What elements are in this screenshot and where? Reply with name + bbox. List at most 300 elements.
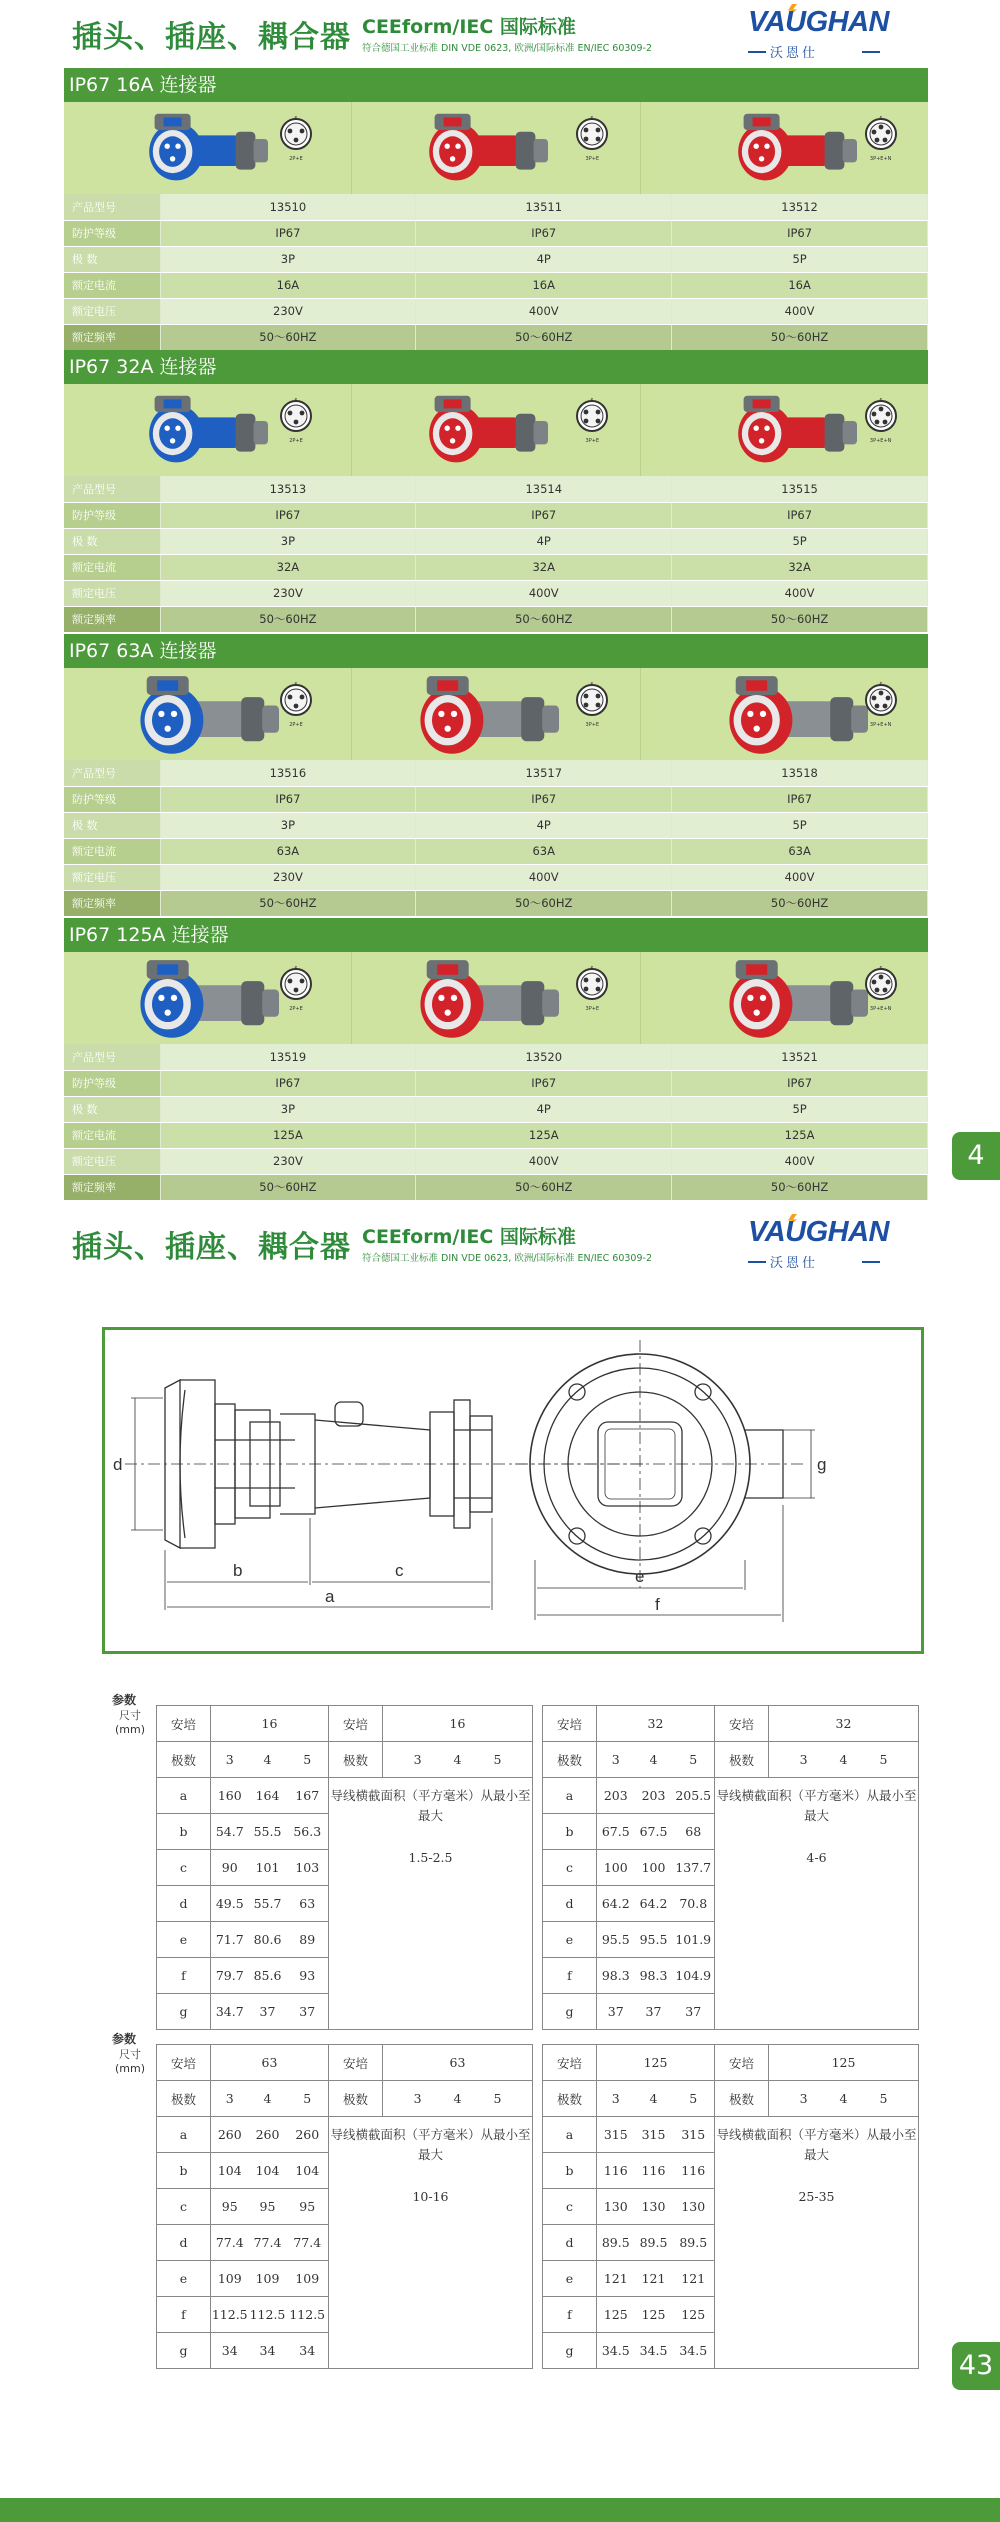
pin-label: 3P+E <box>585 438 600 444</box>
dim-name: a <box>157 1778 211 1814</box>
spec-value: 16A <box>416 272 672 298</box>
spec-label: 额定电流 <box>64 554 160 580</box>
spec-label: 额定电压 <box>64 1148 160 1174</box>
pole-value: 3 <box>211 1742 249 1778</box>
spec-label: 额定频率 <box>64 1174 160 1200</box>
spec-row <box>64 246 928 272</box>
dim-value: 137.7 <box>673 1850 715 1886</box>
dim-name: f <box>543 1958 597 1994</box>
dim-value: 121 <box>673 2261 715 2297</box>
pin-label: 3P+E+N <box>869 156 892 162</box>
poles-label: 极数 <box>157 2081 211 2117</box>
spec-value: 400V <box>416 298 672 324</box>
dim-name: g <box>543 2333 597 2369</box>
product-image-cell <box>64 102 352 194</box>
spec-value: 50〜60HZ <box>672 606 928 632</box>
spec-row <box>64 786 928 812</box>
vaughan-logo <box>744 1216 904 1274</box>
dim-value: 116 <box>597 2153 635 2189</box>
dim-value: 125 <box>673 2297 715 2333</box>
svg-text:6: 6 <box>294 398 298 404</box>
spec-value: 400V <box>672 1148 928 1174</box>
spec-value: 13521 <box>672 1044 928 1070</box>
svg-text:6: 6 <box>879 966 883 972</box>
dim-name: e <box>157 1922 211 1958</box>
svg-text:6: 6 <box>879 116 883 122</box>
dim-value: 104 <box>287 2153 329 2189</box>
spec-value: 5P <box>672 812 928 838</box>
pin-label: 2P+E <box>289 438 303 444</box>
bottom-bar <box>0 2498 1000 2522</box>
dim-name: f <box>543 2297 597 2333</box>
pole-value: 5 <box>287 2081 329 2117</box>
spec-label: 额定频率 <box>64 890 160 916</box>
poles-label: 极数 <box>329 1742 383 1778</box>
pin-layout-icon <box>572 116 612 152</box>
spec-value: 400V <box>416 580 672 606</box>
dim-value: 260 <box>249 2117 287 2153</box>
dim-value: 34 <box>211 2333 249 2369</box>
spec-value: IP67 <box>160 220 416 246</box>
amp-value: 63 <box>383 2045 533 2081</box>
spec-value: 32A <box>672 554 928 580</box>
spec-value: 50〜60HZ <box>416 606 672 632</box>
param-row <box>157 1850 533 1886</box>
dim-value: 64.2 <box>597 1886 635 1922</box>
product-images <box>64 384 928 476</box>
dim-value: 101.9 <box>673 1922 715 1958</box>
pin-label: 2P+E <box>289 722 303 728</box>
dim-name: c <box>543 2189 597 2225</box>
param-row <box>543 1922 919 1958</box>
spec-value: 63A <box>160 838 416 864</box>
section-title: IP67 125A 连接器 <box>64 918 928 952</box>
spec-value: 13515 <box>672 476 928 502</box>
pin-label: 2P+E <box>289 1006 303 1012</box>
dim-value: 95.5 <box>597 1922 635 1958</box>
spec-value: IP67 <box>416 502 672 528</box>
spec-value: IP67 <box>416 220 672 246</box>
dim-value: 34.5 <box>673 2333 715 2369</box>
dim-value: 112.5 <box>249 2297 287 2333</box>
poles-label: 极数 <box>329 2081 383 2117</box>
spec-row <box>64 1174 928 1200</box>
spec-value: 3P <box>160 1096 416 1122</box>
param-row <box>157 2261 533 2297</box>
dim-value: 130 <box>597 2189 635 2225</box>
section-note: 导线横截面积（平方毫米）从最小至最大 <box>715 2117 919 2189</box>
param-table <box>156 1705 533 2030</box>
product-image-cell <box>64 668 352 760</box>
product-images <box>64 952 928 1044</box>
dim-value: 34.7 <box>211 1994 249 2030</box>
pin-layout-icon <box>572 682 612 718</box>
section-title: IP67 63A 连接器 <box>64 634 928 668</box>
spec-value: IP67 <box>416 1070 672 1096</box>
svg-text:6: 6 <box>294 966 298 972</box>
page-tab-4: 4 <box>952 1132 1000 1180</box>
spec-value: 5P <box>672 246 928 272</box>
spec-label: 额定电压 <box>64 298 160 324</box>
dim-label-c: c <box>395 1561 404 1580</box>
pin-layout-icon <box>572 398 612 434</box>
spec-value: 50〜60HZ <box>160 606 416 632</box>
dim-value: 203 <box>635 1778 673 1814</box>
spec-value: 16A <box>672 272 928 298</box>
pole-values: 3 4 5 <box>769 1742 919 1778</box>
section-note: 导线横截面积（平方毫米）从最小至最大 <box>329 1778 533 1850</box>
product-images <box>64 668 928 760</box>
dim-name: c <box>543 1850 597 1886</box>
dim-label-b: b <box>233 1561 243 1580</box>
section-note: 导线横截面积（平方毫米）从最小至最大 <box>329 2117 533 2189</box>
spec-label: 防护等级 <box>64 1070 160 1096</box>
param-row <box>543 2333 919 2369</box>
dim-value: 77.4 <box>249 2225 287 2261</box>
spec-value: 50〜60HZ <box>160 324 416 350</box>
pole-value: 3 <box>597 1742 635 1778</box>
spec-row <box>64 864 928 890</box>
dim-name: e <box>543 2261 597 2297</box>
spec-value: IP67 <box>416 786 672 812</box>
dim-value: 95 <box>211 2189 249 2225</box>
dim-value: 121 <box>597 2261 635 2297</box>
spec-table <box>64 194 928 351</box>
dim-value: 37 <box>597 1994 635 2030</box>
spec-row <box>64 554 928 580</box>
pin-layout-icon <box>861 398 901 434</box>
spec-value: 32A <box>160 554 416 580</box>
dim-label-g: g <box>817 1455 827 1474</box>
spec-row <box>64 1122 928 1148</box>
spec-value: IP67 <box>672 220 928 246</box>
spec-row <box>64 606 928 632</box>
dim-value: 101 <box>249 1850 287 1886</box>
spec-value: 230V <box>160 298 416 324</box>
param-row <box>157 2225 533 2261</box>
spec-value: 16A <box>160 272 416 298</box>
dim-value: 49.5 <box>211 1886 249 1922</box>
spec-label: 额定频率 <box>64 606 160 632</box>
params-title: 参数 <box>112 1693 137 1707</box>
section-range: 25-35 <box>715 2189 919 2225</box>
dim-value: 130 <box>635 2189 673 2225</box>
dim-value: 37 <box>673 1994 715 2030</box>
param-table <box>542 2044 919 2369</box>
spec-value: 63A <box>416 838 672 864</box>
dim-name: b <box>157 1814 211 1850</box>
pole-value: 4 <box>649 1752 658 1767</box>
pin-layout-icon <box>276 966 316 1002</box>
amp-value: 16 <box>211 1706 329 1742</box>
dim-label-d: d <box>113 1455 123 1474</box>
spec-value: IP67 <box>672 786 928 812</box>
dim-value: 67.5 <box>597 1814 635 1850</box>
spec-row <box>64 1148 928 1174</box>
spec-value: 3P <box>160 812 416 838</box>
dim-name: d <box>157 1886 211 1922</box>
spec-value: 13517 <box>416 760 672 786</box>
dim-value: 160 <box>211 1778 249 1814</box>
spec-value: 400V <box>672 580 928 606</box>
spec-value: 13512 <box>672 194 928 220</box>
spec-value: 125A <box>416 1122 672 1148</box>
section-range: 10-16 <box>329 2189 533 2225</box>
pole-values: 3 4 5 <box>383 2081 533 2117</box>
spec-value: 400V <box>416 1148 672 1174</box>
spec-label: 额定电流 <box>64 1122 160 1148</box>
svg-text:6: 6 <box>294 116 298 122</box>
product-image-cell <box>352 384 640 476</box>
dim-value: 104.9 <box>673 1958 715 1994</box>
spec-label: 额定频率 <box>64 324 160 350</box>
spec-value: 125A <box>160 1122 416 1148</box>
spec-value: 230V <box>160 580 416 606</box>
spec-table <box>64 760 928 917</box>
dim-value: 100 <box>597 1850 635 1886</box>
product-section <box>64 918 928 1201</box>
spec-row <box>64 890 928 916</box>
dim-value: 315 <box>597 2117 635 2153</box>
spec-value: 13519 <box>160 1044 416 1070</box>
spec-value: 63A <box>672 838 928 864</box>
param-row <box>543 2117 919 2153</box>
dim-value: 89.5 <box>635 2225 673 2261</box>
pole-value: 4 <box>263 1752 272 1767</box>
product-section <box>64 350 928 633</box>
pin-label: 3P+E <box>585 722 600 728</box>
spec-value: 13518 <box>672 760 928 786</box>
poles-label: 极数 <box>543 1742 597 1778</box>
dim-value: 54.7 <box>211 1814 249 1850</box>
param-row <box>543 1850 919 1886</box>
svg-text:6: 6 <box>879 398 883 404</box>
spec-label: 极 数 <box>64 812 160 838</box>
connector-photo <box>721 388 871 476</box>
connector-drawing-svg <box>105 1330 921 1651</box>
param-row <box>157 1958 533 1994</box>
dim-name: g <box>157 1994 211 2030</box>
dim-value: 68 <box>673 1814 715 1850</box>
section-title: IP67 16A 连接器 <box>64 68 928 102</box>
spec-value: 400V <box>416 864 672 890</box>
spec-value: 5P <box>672 528 928 554</box>
vaughan-logo <box>744 6 904 64</box>
poles-label: 极数 <box>543 2081 597 2117</box>
spec-label: 极 数 <box>64 1096 160 1122</box>
logo-text: VAUGHAN <box>748 6 889 38</box>
param-row <box>543 2297 919 2333</box>
spec-label: 额定电流 <box>64 838 160 864</box>
spec-label: 产品型号 <box>64 1044 160 1070</box>
dim-name: d <box>543 1886 597 1922</box>
spec-value: 230V <box>160 864 416 890</box>
header-title: 插头、插座、耦合器 <box>72 1230 351 1265</box>
dim-value: 34.5 <box>635 2333 673 2369</box>
pin-label: 3P+E+N <box>869 722 892 728</box>
dim-name: d <box>543 2225 597 2261</box>
spec-value: 400V <box>672 864 928 890</box>
spec-row <box>64 220 928 246</box>
amp-value: 16 <box>383 1706 533 1742</box>
section-range: 1.5-2.5 <box>329 1850 533 1886</box>
pin-layout-icon <box>276 116 316 152</box>
product-section <box>64 634 928 917</box>
dim-value: 95.5 <box>635 1922 673 1958</box>
spec-value: 32A <box>416 554 672 580</box>
spec-row <box>64 528 928 554</box>
dim-value: 67.5 <box>635 1814 673 1850</box>
product-images <box>64 102 928 194</box>
dim-value: 37 <box>249 1994 287 2030</box>
param-row <box>157 1886 533 1922</box>
spec-value: 13511 <box>416 194 672 220</box>
dim-value: 56.3 <box>287 1814 329 1850</box>
size-label: 尺寸(mm) <box>114 2048 145 2075</box>
spec-value: IP67 <box>160 786 416 812</box>
poles-label: 极数 <box>715 2081 769 2117</box>
spec-value: 4P <box>416 1096 672 1122</box>
spec-row <box>64 272 928 298</box>
dim-value: 112.5 <box>211 2297 249 2333</box>
param-row <box>543 1958 919 1994</box>
header-title: 插头、插座、耦合器 <box>72 20 351 55</box>
pin-label: 3P+E <box>585 1006 600 1012</box>
dim-name: e <box>543 1922 597 1958</box>
amp-label: 安培 <box>715 2045 769 2081</box>
dim-value: 85.6 <box>249 1958 287 1994</box>
dim-value: 109 <box>249 2261 287 2297</box>
spec-row <box>64 580 928 606</box>
spec-value: 50〜60HZ <box>416 1174 672 1200</box>
param-table <box>542 1705 919 2030</box>
amp-value: 32 <box>597 1706 715 1742</box>
pin-label: 3P+E+N <box>869 1006 892 1012</box>
dim-value: 121 <box>635 2261 673 2297</box>
amp-value: 125 <box>597 2045 715 2081</box>
dim-name: f <box>157 2297 211 2333</box>
spec-table <box>64 1044 928 1201</box>
poles-label: 极数 <box>157 1742 211 1778</box>
param-row <box>157 1922 533 1958</box>
amp-label: 安培 <box>157 2045 211 2081</box>
param-row <box>543 2261 919 2297</box>
amp-label: 安培 <box>329 2045 383 2081</box>
header-standard-note: 符合德国工业标准 DIN VDE 0623, 欧洲/国际标准 EN/IEC 60309-2 <box>362 1253 652 1264</box>
dim-value: 116 <box>673 2153 715 2189</box>
dim-value: 37 <box>287 1994 329 2030</box>
spec-label: 产品型号 <box>64 476 160 502</box>
dim-value: 34 <box>249 2333 287 2369</box>
dim-value: 130 <box>673 2189 715 2225</box>
spec-row <box>64 838 928 864</box>
spec-value: 50〜60HZ <box>416 890 672 916</box>
size-label: 尺寸(mm) <box>114 1709 145 1736</box>
dim-name: a <box>543 1778 597 1814</box>
logo-cn: 沃恩仕 <box>770 1256 819 1271</box>
dim-value: 260 <box>287 2117 329 2153</box>
dim-label-e: e <box>635 1567 645 1586</box>
logo-cn: 沃恩仕 <box>770 46 819 61</box>
svg-text:6: 6 <box>590 966 594 972</box>
page-header <box>0 0 1000 70</box>
spec-value: 4P <box>416 528 672 554</box>
amp-label: 安培 <box>157 1706 211 1742</box>
dim-value: 109 <box>287 2261 329 2297</box>
header-standard-note: 符合德国工业标准 DIN VDE 0623, 欧洲/国际标准 EN/IEC 60309-2 <box>362 43 652 54</box>
dim-value: 95 <box>249 2189 287 2225</box>
spec-value: 50〜60HZ <box>672 324 928 350</box>
dim-value: 71.7 <box>211 1922 249 1958</box>
pole-value: 4 <box>649 2091 658 2106</box>
dim-value: 109 <box>211 2261 249 2297</box>
page-tab-43: 43 <box>952 2342 1000 2390</box>
spec-label: 极 数 <box>64 528 160 554</box>
amp-label: 安培 <box>715 1706 769 1742</box>
spec-row <box>64 324 928 350</box>
spec-label: 额定电流 <box>64 272 160 298</box>
connector-photo <box>412 388 562 476</box>
dim-value: 100 <box>635 1850 673 1886</box>
amp-label: 安培 <box>543 2045 597 2081</box>
dim-value: 95 <box>287 2189 329 2225</box>
product-section <box>64 68 928 351</box>
pin-label: 2P+E <box>289 156 303 162</box>
spec-label: 极 数 <box>64 246 160 272</box>
pin-label: 3P+E+N <box>869 438 892 444</box>
spec-label: 额定电压 <box>64 864 160 890</box>
spec-value: 50〜60HZ <box>416 324 672 350</box>
pin-layout-icon <box>861 966 901 1002</box>
pole-value: 3 <box>597 2081 635 2117</box>
spec-value: 50〜60HZ <box>160 1174 416 1200</box>
connector-photo <box>132 672 282 760</box>
pole-values: 3 4 5 <box>383 1742 533 1778</box>
pole-value: 5 <box>673 2081 715 2117</box>
spec-value: IP67 <box>672 1070 928 1096</box>
dim-value: 315 <box>635 2117 673 2153</box>
amp-label: 安培 <box>543 1706 597 1742</box>
section-title: IP67 32A 连接器 <box>64 350 928 384</box>
dim-value: 77.4 <box>287 2225 329 2261</box>
dim-value: 125 <box>597 2297 635 2333</box>
params-title: 参数 <box>112 2032 137 2046</box>
connector-photo <box>132 956 282 1044</box>
dim-value: 315 <box>673 2117 715 2153</box>
spec-value: 50〜60HZ <box>160 890 416 916</box>
connector-photo <box>412 672 562 760</box>
param-row <box>157 1778 533 1814</box>
dim-value: 112.5 <box>287 2297 329 2333</box>
dim-value: 90 <box>211 1850 249 1886</box>
spec-label: 产品型号 <box>64 194 160 220</box>
dim-value: 104 <box>249 2153 287 2189</box>
poles-label: 极数 <box>715 1742 769 1778</box>
pole-values: 3 4 5 <box>769 2081 919 2117</box>
spec-value: 13516 <box>160 760 416 786</box>
dim-value: 164 <box>249 1778 287 1814</box>
pole-value: 3 <box>211 2081 249 2117</box>
dim-value: 89.5 <box>597 2225 635 2261</box>
dim-value: 103 <box>287 1850 329 1886</box>
dim-name: e <box>157 2261 211 2297</box>
param-row <box>157 2333 533 2369</box>
product-image-cell <box>641 952 928 1044</box>
dim-value: 63 <box>287 1886 329 1922</box>
param-row <box>157 2189 533 2225</box>
product-image-cell <box>641 102 928 194</box>
dim-value: 55.7 <box>249 1886 287 1922</box>
